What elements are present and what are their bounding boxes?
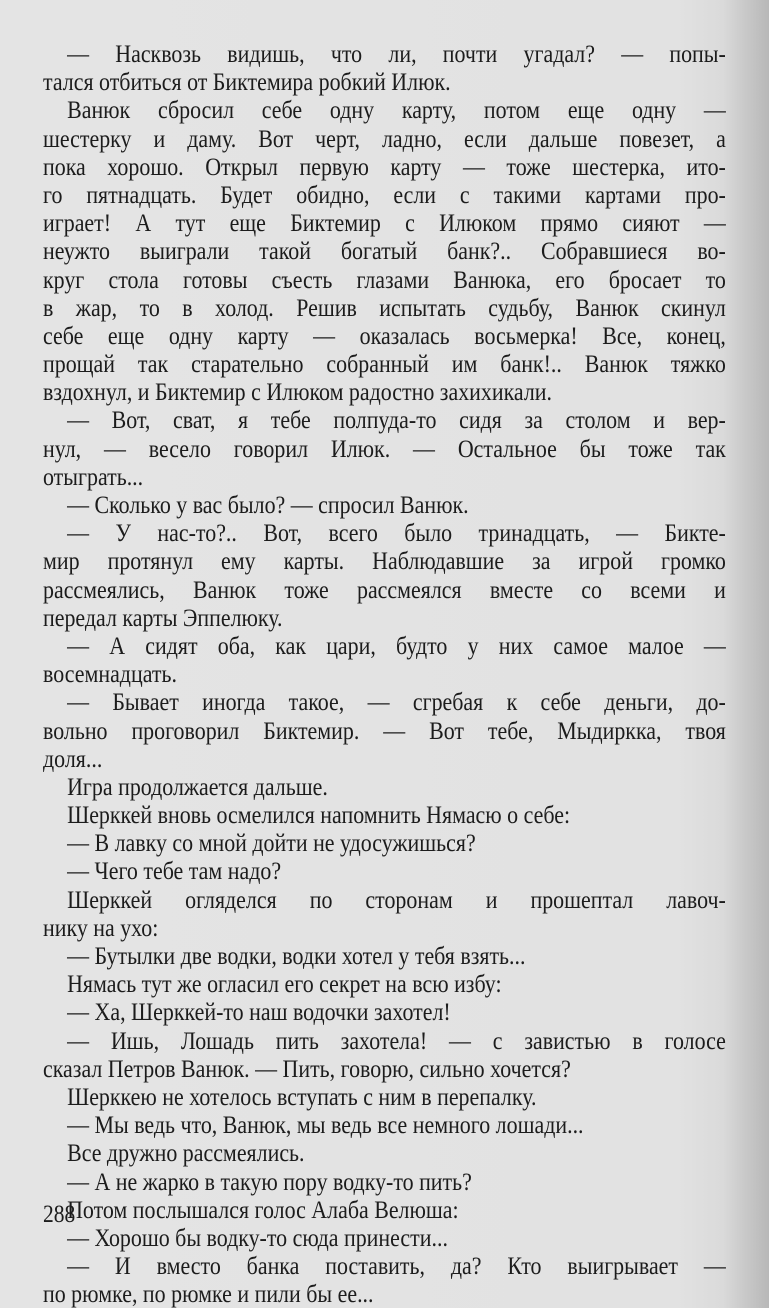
text-line: круг стола готовы съесть глазами Ванюка, его бросает то [43, 264, 726, 294]
text-line: вольно проговорил Биктемир. — Вот тебе, Мыдиркка, твоя [43, 715, 726, 745]
text-line: — А сидят оба, как цари, будто у них самое малое — [67, 630, 726, 660]
text-line: Все дружно рассмеялись. [67, 1138, 305, 1168]
text-line: восемнадцать. [43, 659, 177, 689]
text-line: — Ишь, Лошадь пить захотела! — с завистью в голосе [67, 1025, 726, 1055]
text-line: — Бутылки две водки, водки хотел у тебя взять... [67, 941, 526, 970]
text-line: рассмеялись, Ванюк тоже рассмеялся вместе со всеми и [43, 574, 726, 604]
text-line: Потом послышался голос Алаба Велюша: [67, 1194, 459, 1224]
text-line: Ванюк сбросил себе одну карту, потом еще одну — [67, 95, 726, 125]
text-line: передал карты Эппелюку. [43, 602, 283, 632]
text-line: — В лавку со мной дойти не удосужишься? [67, 828, 476, 858]
text-line: Шерккей вновь осмелился напомнить Нямасю о себе: [67, 800, 571, 830]
text-line: Шерккей огляделся по сторонам и прошептал лавоч- [67, 884, 726, 914]
text-line: — А не жарко в такую пору водку-то пить? [67, 1166, 472, 1196]
text-line: Игра продолжается дальше. [67, 771, 328, 801]
text-line: прощай так старательно собранный им банк!.. Ванюк тяжко [43, 349, 726, 379]
text-line: неужто выиграли такой богатый банк?.. Собравшиеся во- [43, 236, 726, 266]
text-line: — Насквозь видишь, что ли, почти угадал? — попы- [67, 39, 726, 68]
text-line: — Мы ведь что, Ванюк, мы ведь все немного лошади... [67, 1110, 584, 1140]
text-line: отыграть... [43, 461, 144, 491]
text-line: — Чего тебе там надо? [67, 856, 282, 886]
text-line: — Хорошо бы водку-то сюда принести... [67, 1222, 448, 1252]
text-line: тался отбиться от Биктемира робкий Илюк. [43, 67, 451, 97]
text-line: вздохнул, и Биктемир с Илюком радостно захихикали. [43, 377, 553, 407]
text-line: в жар, то в холод. Решив испытать судьбу, Ванюк скинул [43, 292, 726, 322]
text-line: мир протянул ему карты. Наблюдавшие за игрой громко [43, 546, 726, 576]
text-line: себе еще одну карту — оказалась восьмерка! Все, конец, [43, 320, 726, 350]
page-number: 288 [43, 1201, 76, 1228]
text-line: — Ха, Шерккей-то наш водочки захотел! [67, 997, 451, 1027]
text-line: — Сколько у вас было? — спросил Ванюк. [67, 490, 469, 519]
text-line: Нямась тут же огласил его секрет на всю избу: [67, 969, 502, 999]
text-line: — Вот, сват, я тебе полпуда-то сидя за столом и вер- [67, 405, 726, 435]
text-line: шестерку и даму. Вот черт, ладно, если дальше повезет, а [43, 123, 726, 153]
text-line: Шерккею не хотелось вступать с ним в перепалку. [67, 1081, 537, 1111]
text-line: доля... [43, 743, 103, 773]
page-body [43, 40, 726, 1308]
text-line: по рюмке, по рюмке и пили бы ее... [43, 1279, 374, 1308]
text-line: играет! А тут еще Биктемир с Илюком прямо сияют — [43, 208, 726, 238]
text-line: сказал Петров Ванюк. — Пить, говорю, сильно хочется? [43, 1053, 571, 1083]
text-line: нул, — весело говорил Илюк. — Остальное бы тоже так [43, 433, 726, 463]
text-line: пока хорошо. Открыл первую карту — тоже шестерка, ито- [43, 151, 726, 181]
text-line: — И вместо банка поставить, да? Кто выигрывает — [67, 1251, 726, 1281]
text-line: — Бывает иногда такое, — сгребая к себе деньги, до- [67, 687, 726, 717]
text-line: — У нас-то?.. Вот, всего было тринадцать, — Бикте- [67, 518, 726, 548]
text-line: нику на ухо: [43, 912, 159, 942]
text-line: го пятнадцать. Будет обидно, если с такими картами про- [43, 179, 726, 209]
